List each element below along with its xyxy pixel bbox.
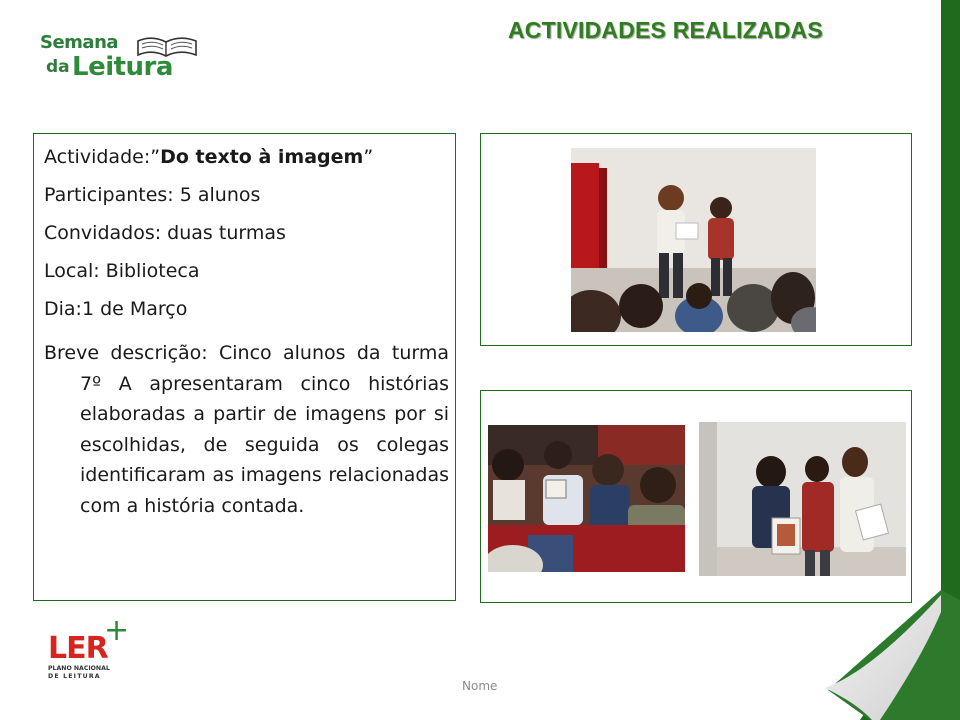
ler-mark: LER (48, 631, 108, 666)
slide-title: ACTIVIDADES REALIZADAS (508, 17, 823, 43)
participants-line: Participantes: 5 alunos (44, 184, 261, 206)
photo-frame-top (480, 133, 912, 346)
activity-close-quote: ” (363, 146, 374, 168)
location-line: Local: Biblioteca (44, 260, 200, 282)
activity-details-box (33, 133, 456, 601)
ler-line2: DE LEITURA (48, 673, 101, 680)
activity-label: Actividade:” (44, 146, 161, 168)
footer-text: Nome (462, 679, 498, 693)
photo-frame-bottom (480, 390, 912, 603)
guests-line: Convidados: duas turmas (44, 222, 286, 244)
photo-students-presenting (571, 148, 816, 332)
description-paragraph: Breve descrição: Cinco alunos da turma 7º A apresentaram cinco histórias elaboradas a partir de imagens por si escolhidas, de seguida os colegas identificaram as imagens relacionadas com a história contada. (44, 342, 449, 517)
ler-plano-nacional-logo (48, 620, 138, 682)
photo-three-students-standing (699, 422, 906, 576)
ler-line1: PLANO NACIONAL (48, 665, 110, 672)
logo-word-leitura: Leitura (72, 52, 173, 82)
photo-audience-seated (488, 425, 685, 572)
logo-word-semana: Semana (40, 32, 119, 53)
semana-da-leitura-logo (40, 32, 215, 88)
ler-plus-mark: + (104, 620, 130, 648)
open-book-icon (136, 33, 198, 59)
day-line: Dia:1 de Março (44, 298, 188, 320)
logo-word-da: da (46, 57, 70, 77)
activity-line (44, 146, 373, 168)
activity-name: Do texto à imagem (160, 146, 364, 168)
